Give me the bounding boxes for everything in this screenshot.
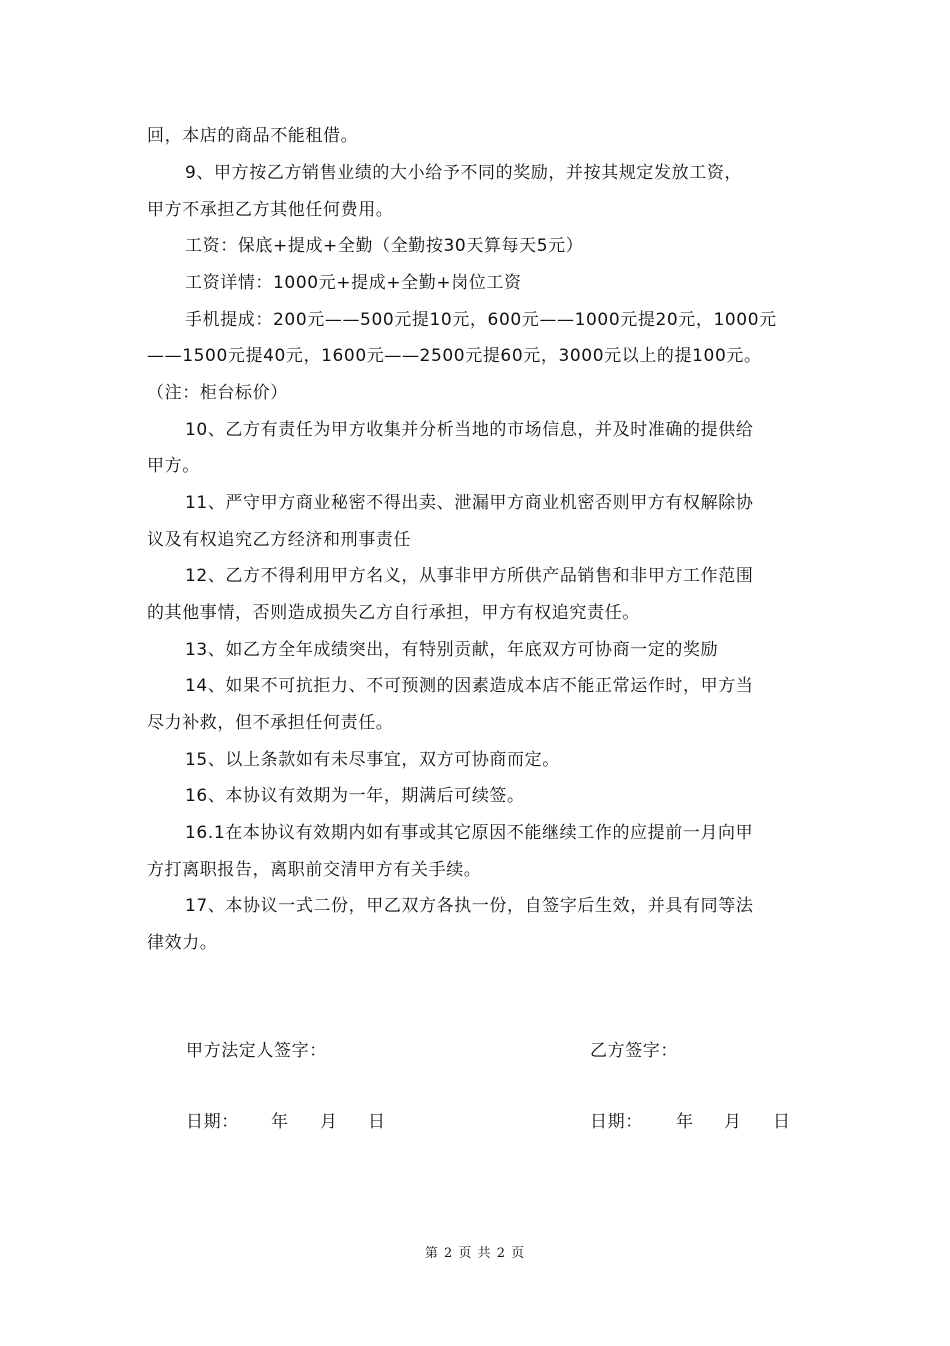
text-line: 17、本协议一式二份，甲乙双方各执一份，自签字后生效，并具有同等法	[185, 896, 754, 916]
party-b-date-day: 日	[773, 1112, 791, 1132]
party-b-date-month: 月	[724, 1112, 742, 1132]
text-line: 11、严守甲方商业秘密不得出卖、泄漏甲方商业机密否则甲方有权解除协	[185, 493, 754, 513]
party-b-date-label: 日期：	[590, 1112, 643, 1132]
text-line: 甲方不承担乙方其他任何费用。	[147, 200, 394, 220]
text-line: 的其他事情，否则造成损失乙方自行承担，甲方有权追究责任。	[147, 603, 640, 623]
text-line: 手机提成：200元——500元提10元，600元——1000元提20元，1000元	[185, 310, 777, 330]
text-line: 10、乙方有责任为甲方收集并分析当地的市场信息，并及时准确的提供给	[185, 420, 754, 440]
text-line: ——1500元提40元，1600元——2500元提60元，3000元以上的提100元。	[147, 346, 762, 366]
text-line: 12、乙方不得利用甲方名义，从事非甲方所供产品销售和非甲方工作范围	[185, 566, 754, 586]
party-a-date-day: 日	[368, 1112, 386, 1132]
text-line: 回，本店的商品不能租借。	[147, 126, 359, 146]
text-line: 尽力补救，但不承担任何责任。	[147, 713, 394, 733]
party-a-date-label: 日期：	[186, 1112, 239, 1132]
text-line: 方打离职报告，离职前交清甲方有关手续。	[147, 860, 482, 880]
text-line: （注：柜台标价）	[147, 383, 288, 403]
text-line: 工资：保底+提成+全勤（全勤按30天算每天5元）	[185, 236, 584, 256]
party-a-signature-label: 甲方法定人签字：	[186, 1041, 327, 1061]
text-line: 14、如果不可抗拒力、不可预测的因素造成本店不能正常运作时，甲方当	[185, 676, 754, 696]
text-line: 律效力。	[147, 933, 218, 953]
text-line: 9、甲方按乙方销售业绩的大小给予不同的奖励，并按其规定发放工资，	[185, 163, 743, 183]
text-line: 工资详情：1000元+提成+全勤+岗位工资	[185, 273, 522, 293]
page-number-footer: 第 2 页 共 2 页	[424, 1246, 526, 1261]
party-b-date-year: 年	[676, 1112, 694, 1132]
text-line: 甲方。	[147, 456, 200, 476]
text-line: 16.1在本协议有效期内如有事或其它原因不能继续工作的应提前一月向甲	[185, 823, 754, 843]
party-a-date-month: 月	[320, 1112, 338, 1132]
party-b-signature-label: 乙方签字：	[590, 1041, 678, 1061]
party-a-date-year: 年	[271, 1112, 289, 1132]
text-line: 议及有权追究乙方经济和刑事责任	[147, 530, 411, 550]
text-line: 16、本协议有效期为一年，期满后可续签。	[185, 786, 525, 806]
text-line: 13、如乙方全年成绩突出，有特别贡献，年底双方可协商一定的奖励	[185, 640, 719, 660]
text-line: 15、以上条款如有未尽事宜，双方可协商而定。	[185, 750, 560, 770]
